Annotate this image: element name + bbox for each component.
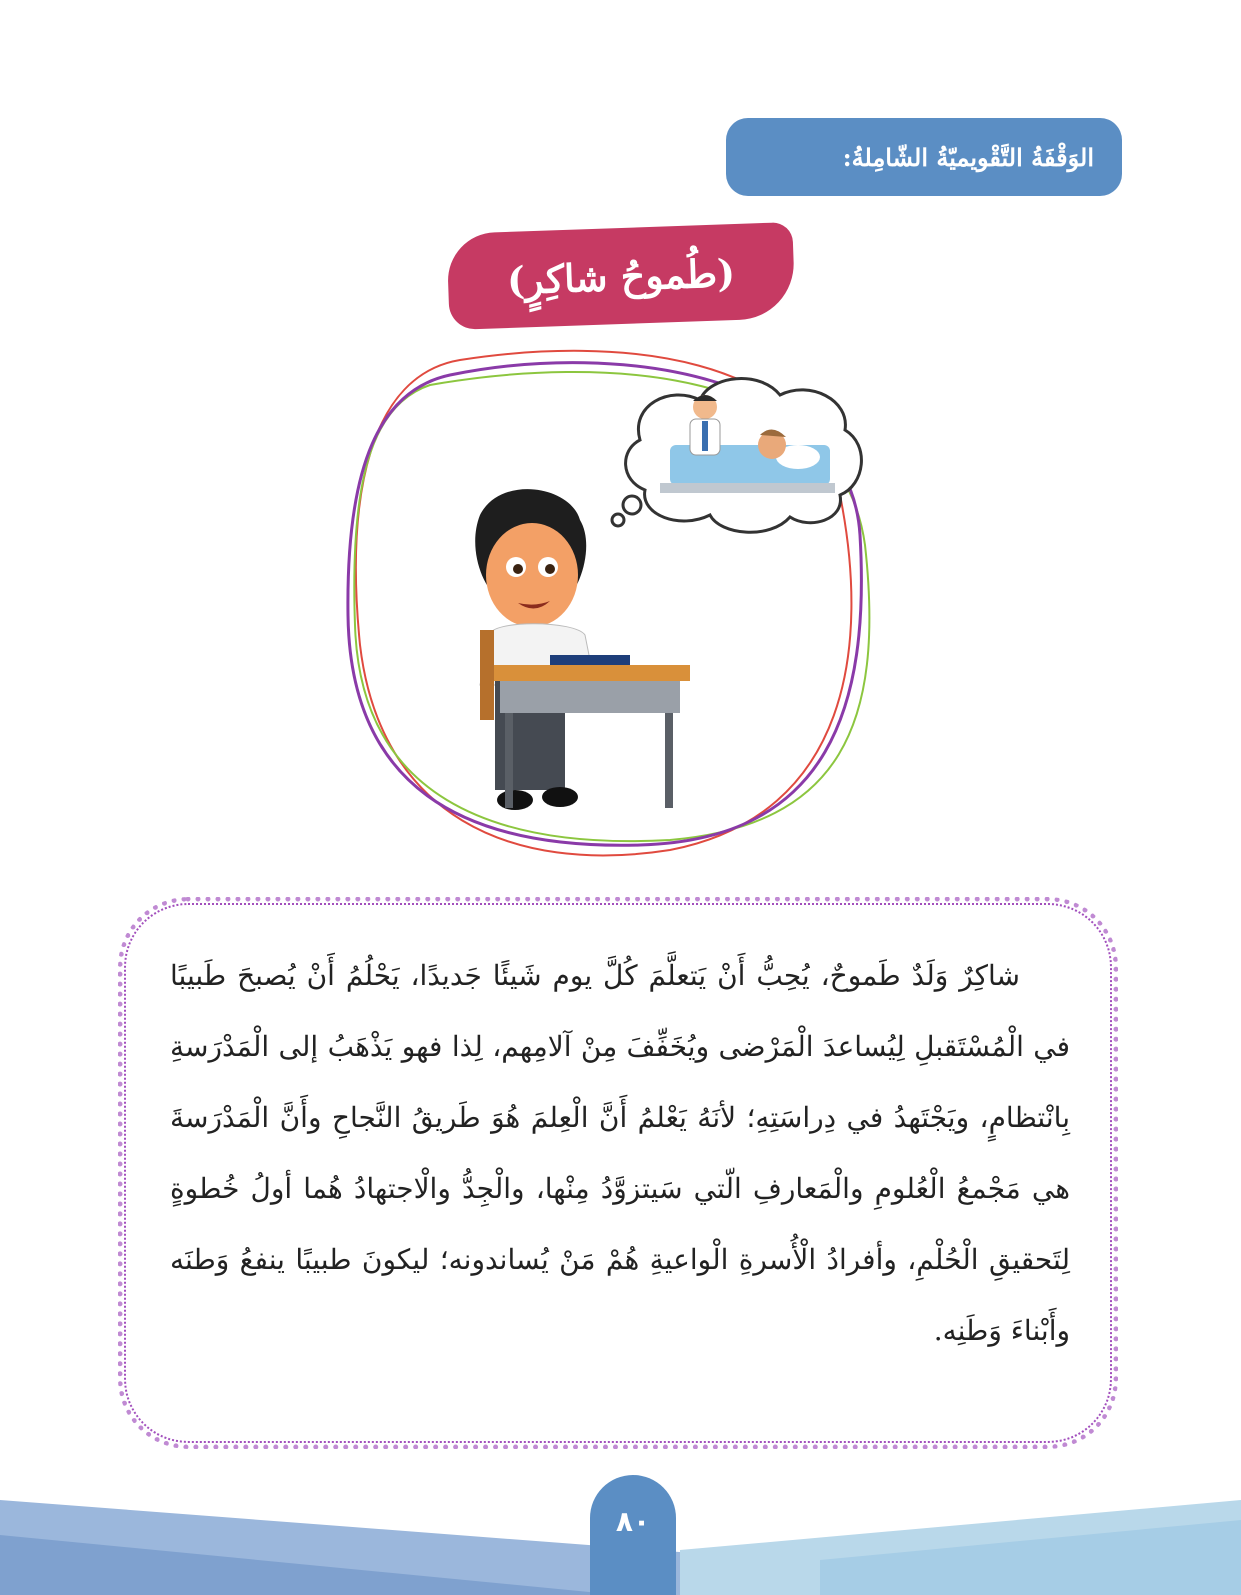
story-text xyxy=(170,940,1070,1366)
story-title: (طُموحُ شاكِرٍ) xyxy=(446,222,795,330)
page-number: ٨٠ xyxy=(590,1475,676,1595)
story-illustration xyxy=(340,345,900,860)
story-paragraph: شاكِرٌ وَلَدٌ طَموحٌ، يُحِبُّ أَنْ يَتعلَّمَ كُلَّ يوم شَيئًا جَديدًا، يَحْلُمُ أَنْ يُصبحَ طَبيبًا في الْمُسْتَقبلِ لِيُساعدَ الْمَرْضى ويُخَفِّفَ مِنْ آلامِهم، لِذا فهو يَذْهَبُ إلى الْمَدْرَسةِ بِانْتظامٍ، ويَجْتَهدُ في دِراسَتِهِ؛ لأنَهُ يَعْلمُ أَنَّ الْعِلمَ هُوَ طَريقُ النَّجاحِ وأَنَّ الْمَدْرَسةَ هي مَجْمعُ الْعُلومِ والْمَعارفِ الّتي سَيتزوَّدُ مِنْها، والْجِدُّ والْاجتهادُ هُما أولُ خُطوةٍ لِتَحقيقِ الْحُلْمِ، وأفرادُ الْأُسرةِ الْواعيةِ هُمْ مَنْ يُساندونه؛ ليكونَ طبيبًا ينفعُ وَطنَه وأَبْناءَ وَطَنِه. xyxy=(170,959,1070,1347)
section-header: الوَقْفَةُ التَّقْويميّةُ الشّامِلةُ: xyxy=(726,118,1122,196)
